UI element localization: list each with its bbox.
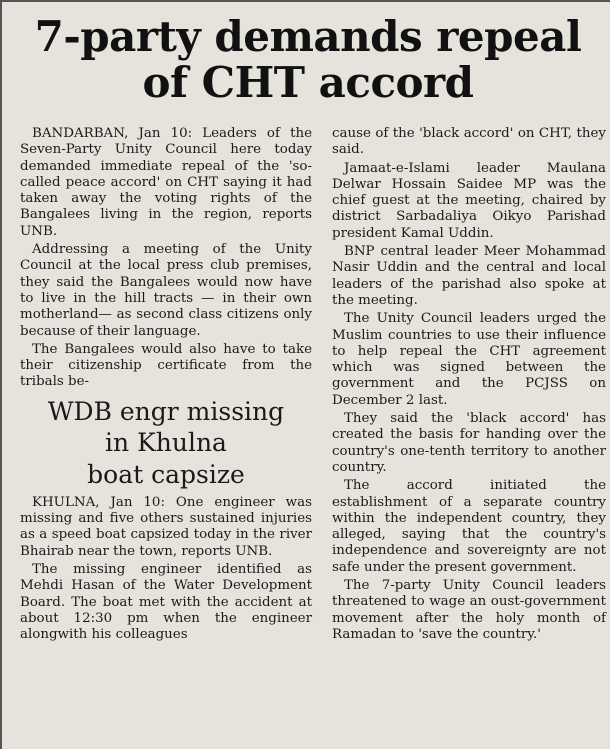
article-paragraph: cause of the 'black accord' on CHT, they said. bbox=[332, 126, 606, 158]
article-paragraph: Addressing a meeting of the Unity Council at the local press club premises, they said the Bangalees would now have to live in the hill tracts — in their own motherland— as second class citizens only because of their language. bbox=[20, 242, 312, 339]
subheadline-line-1: WDB engr missing bbox=[47, 396, 285, 426]
sub-article-paragraph: KHULNA, Jan 10: One engineer was missing and five others sustained injuries as a speed boat capsized today in the river Bhairab near the town, reports UNB. bbox=[20, 494, 312, 559]
article-paragraph: BANDARBAN, Jan 10: Leaders of the Seven-Party Unity Council here today demanded immediate repeal of the 'so-called peace accord' on CHT saying it had taken away the voting rights of the Bangalees living in the region, reports UNB. bbox=[20, 126, 312, 239]
right-column bbox=[332, 126, 606, 749]
subheadline-line-2: in Khulna bbox=[105, 427, 227, 457]
article-columns bbox=[2, 126, 610, 749]
article-paragraph: The Unity Council leaders urged the Muslim countries to use their influence to help repeal the CHT agreement which was signed between the government and the PCJSS on December 2 last. bbox=[332, 311, 606, 408]
left-column bbox=[20, 126, 312, 749]
article-paragraph: The 7-party Unity Council leaders threatened to wage an oust-government movement after the holy month of Ramadan to 'save the country.' bbox=[332, 578, 606, 642]
article-paragraph: The Bangalees would also have to take their citizenship certificate from the tribals be- bbox=[20, 341, 312, 390]
subheadline bbox=[20, 397, 312, 491]
article-paragraph: They said the 'black accord' has created the basis for handing over the country's one-tenth territory to another country. bbox=[332, 411, 606, 475]
headline bbox=[2, 2, 610, 106]
subheadline-line-3: boat capsize bbox=[87, 459, 245, 489]
headline-line-2: of CHT accord bbox=[142, 58, 474, 107]
article-paragraph: BNP central leader Meer Mohammad Nasir Uddin and the central and local leaders of the parishad also spoke at the meeting. bbox=[332, 244, 606, 308]
article-paragraph: The accord initiated the establishment of a separate country within the independent country, they alleged, saying that the country's independence and sovereignty are not safe under the present government. bbox=[332, 478, 606, 575]
article-paragraph: Jamaat-e-Islami leader Maulana Delwar Hossain Saidee MP was the chief guest at the meeting, chaired by district Sarbadaliya Oikyo Parishad president Kamal Uddin. bbox=[332, 160, 606, 241]
headline-line-1: 7-party demands repeal bbox=[34, 12, 582, 61]
sub-article-paragraph: The missing engineer identified as Mehdi Hasan of the Water Development Board. The boat met with the accident at about 12:30 pm when the engineer alongwith his colleagues bbox=[20, 561, 312, 643]
